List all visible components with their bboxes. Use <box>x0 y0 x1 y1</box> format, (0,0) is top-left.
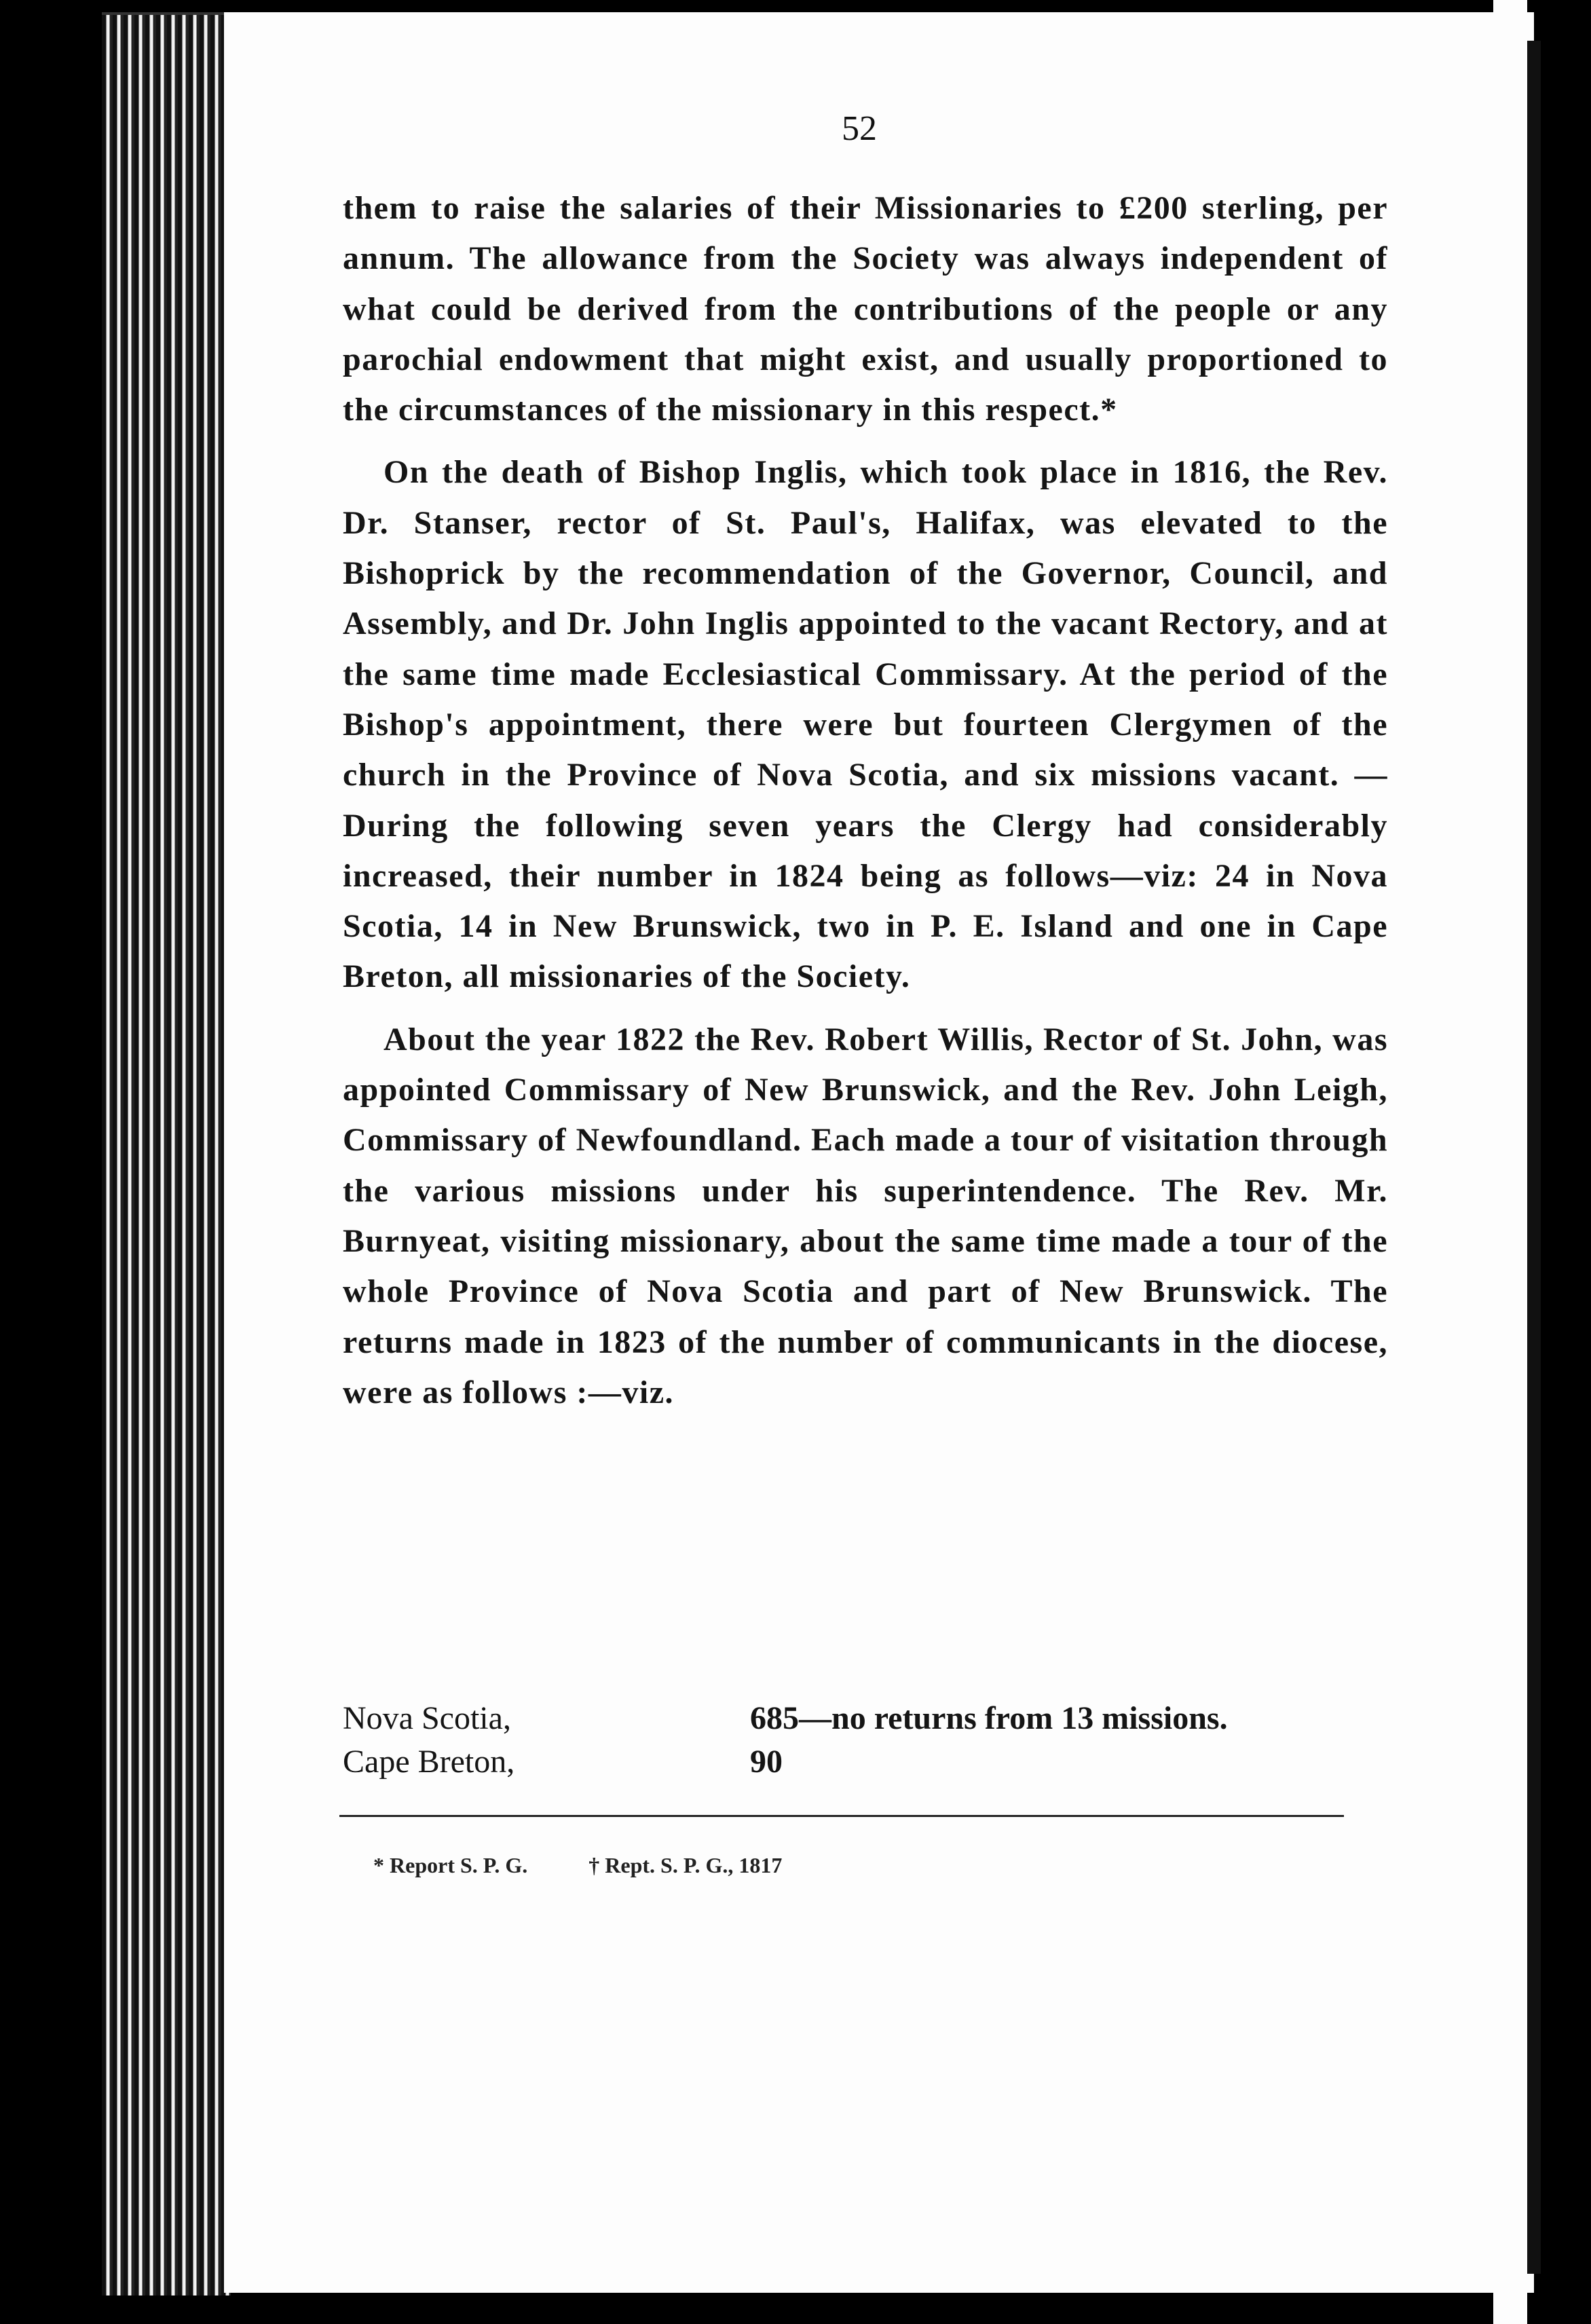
book-page-edges <box>102 12 231 2295</box>
paragraph-1: them to raise the salaries of their Missionaries to £200 sterling, per annum. The allowance from the Society was always independent of what could be derived from the contributions of the people or any parochial endowment that might exist, and usually proportioned to the circumstances of the missionary in this respect.* <box>343 190 1388 428</box>
returns-table <box>343 1697 1388 1784</box>
body-text <box>343 183 1388 1430</box>
paragraph-2: On the death of Bishop Inglis, which took place in 1816, the Rev. Dr. Stanser, rector of St. Paul's, Halifax, was elevated to the Bishoprick by the recommendation of the Governor, Council, and Assembly, and Dr. John Inglis appointed to the vacant Rectory, and at the same time made Ecclesiastical Commissary. At the period of the Bishop's appointment, there were but fourteen Clergymen of the church in the Province of Nova Scotia, and six missions vacant. —During the following seven years the Clergy had considerably increased, their number in 1824 being as follows—viz: 24 in Nova Scotia, 14 in New Brunswick, two in P. E. Island and one in Cape Breton, all missionaries of the Society. <box>343 454 1388 995</box>
returns-row: Nova Scotia, 685—no returns from 13 missions. <box>343 1697 1388 1740</box>
returns-row: Cape Breton, 90 <box>343 1740 1388 1784</box>
returns-place: Nova Scotia, <box>343 1700 511 1736</box>
page-number: 52 <box>842 109 877 148</box>
footnote-rule <box>339 1815 1344 1817</box>
returns-place: Cape Breton, <box>343 1744 515 1780</box>
paragraph-3: About the year 1822 the Rev. Robert Willis, Rector of St. John, was appointed Commissary of New Brunswick, and the Rev. John Leigh, Commissary of Newfoundland. Each made a tour of visitation through the various missions under his superintendence. The Rev. Mr. Burnyeat, visiting missionary, about the same time made a tour of the whole Province of Nova Scotia and part of New Brunswick. The returns made in 1823 of the number of communicants in the diocese, were as follows :—viz. <box>343 1021 1389 1410</box>
page-right-margin <box>1493 0 1527 2324</box>
gutter-shadow <box>1527 41 1541 2274</box>
footnotes <box>373 1853 782 1878</box>
footnote-2: † Rept. S. P. G., 1817 <box>588 1853 783 1877</box>
footnote-1: * Report S. P. G. <box>373 1853 528 1877</box>
